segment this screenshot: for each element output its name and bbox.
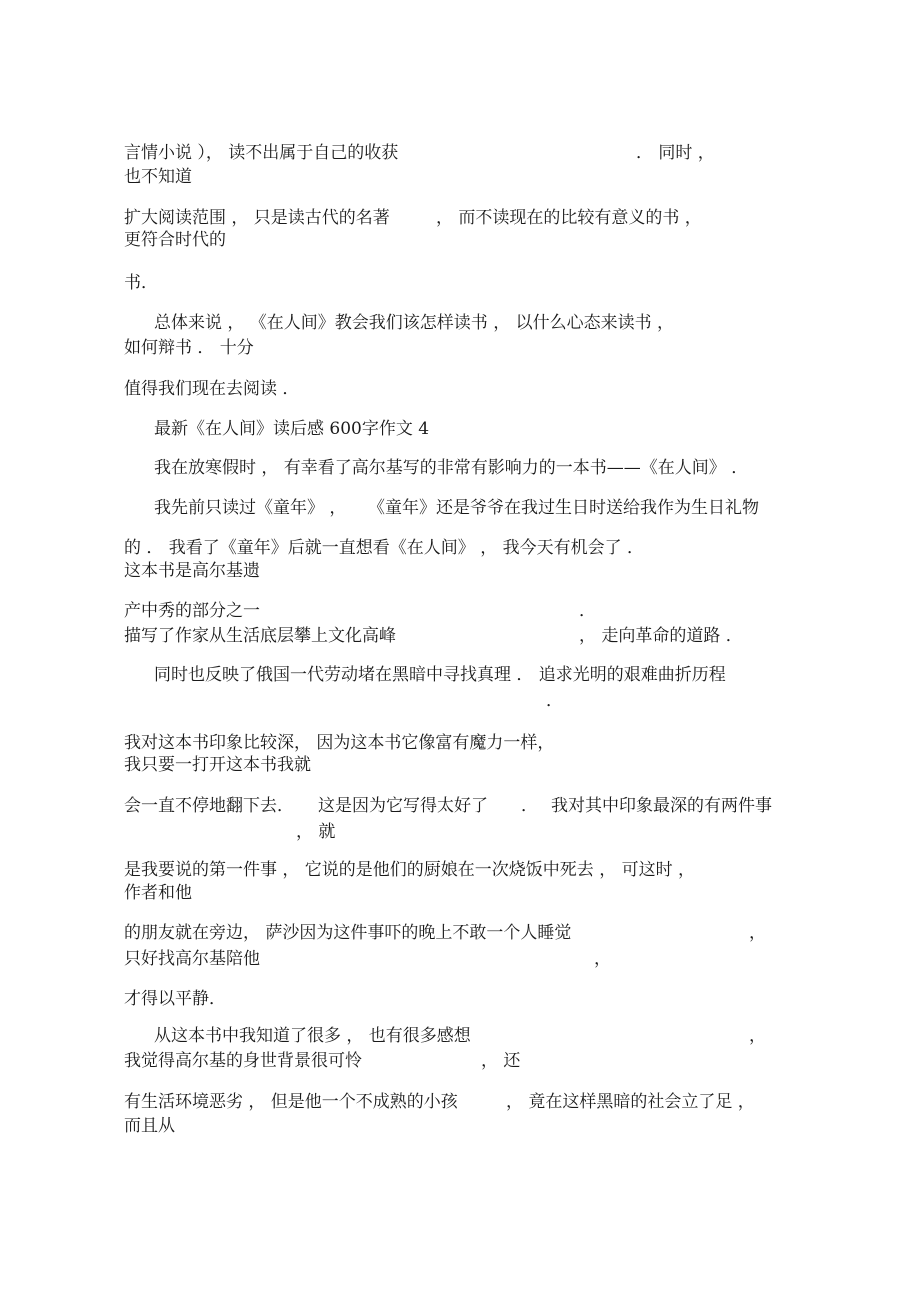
- text-line: 书．: [124, 273, 158, 293]
- text-line: ，: [749, 923, 766, 943]
- text-line: 也不知道: [124, 167, 192, 187]
- text-line: 我对其中印象最深的有两件事: [551, 796, 772, 816]
- text-line: 的 ． 我看了《童年》后就一直想看《在人间》 ， 我今天有机会了 ．: [124, 538, 645, 558]
- text-line: 言情小说 ）， 读不出属于自己的收获: [124, 143, 399, 163]
- text-line: 同时也反映了俄国一代劳动堵在黑暗中寻找真理 ． 追求光明的艰难曲折历程: [154, 665, 726, 685]
- text-line: 我先前只读过《童年》 ，: [154, 498, 347, 518]
- text-line: ． 同时 ，: [636, 143, 715, 163]
- text-line: ．: [579, 601, 596, 621]
- text-line: 的朋友就在旁边， 萨沙因为这件事吓的晚上不敢一个人睡觉: [124, 923, 572, 943]
- text-line: 更符合时代的: [124, 230, 226, 250]
- text-line: 我只要一打开这本书我就: [124, 755, 311, 775]
- text-line: 描写了作家从生活底层攀上文化高峰: [124, 626, 396, 646]
- text-line: 而且从: [124, 1116, 175, 1136]
- section-heading: 最新《在人间》读后感 600字作文 4: [154, 419, 430, 439]
- text-line: 值得我们现在去阅读 ．: [124, 379, 300, 399]
- text-line: 我在放寒假时 ， 有幸看了高尔基写的非常有影响力的一本书——《在人间》 ．: [154, 458, 749, 478]
- text-line: ， 走向革命的道路 ．: [579, 626, 743, 646]
- text-line: 才得以平静．: [124, 989, 226, 1009]
- text-line: ，: [749, 1026, 766, 1046]
- text-line: 从这本书中我知道了很多 ， 也有很多感想: [154, 1026, 471, 1046]
- text-line: 扩大阅读范围 ， 只是读古代的名著: [124, 208, 390, 228]
- text-line: ．: [521, 796, 538, 816]
- text-line: ， 竟在这样黑暗的社会立了足 ，: [506, 1092, 755, 1112]
- text-line: 有生活环境恶劣 ， 但是他一个不成熟的小孩: [124, 1092, 458, 1112]
- text-line: 总体来说 ， 《在人间》教会我们该怎样读书 ， 以什么心态来读书 ，: [154, 313, 675, 333]
- text-line: 我对这本书印象比较深， 因为这本书它像富有魔力一样，: [124, 733, 555, 753]
- text-line: 我觉得高尔基的身世背景很可怜: [124, 1051, 362, 1071]
- text-line: 这是因为它写得太好了: [318, 796, 488, 816]
- text-line: ， 还: [481, 1051, 521, 1071]
- text-line: 如何辩书 ． 十分: [124, 338, 254, 358]
- text-line: ．: [546, 691, 563, 711]
- text-line: 产中秀的部分之一: [124, 601, 260, 621]
- text-line: 是我要说的第一件事 ， 它说的是他们的厨娘在一次烧饭中死去 ， 可这时 ，: [124, 860, 696, 880]
- text-line: 《童年》还是爷爷在我过生日时送给我作为生日礼物: [368, 498, 759, 518]
- text-line: 只好找高尔基陪他: [124, 949, 260, 969]
- text-line: ， 而不读现在的比较有意义的书 ，: [436, 208, 702, 228]
- text-line: 作者和他: [124, 883, 192, 903]
- text-line: ， 就: [296, 822, 336, 842]
- text-line: 会一直不停地翻下去．: [124, 796, 294, 816]
- text-line: ，: [594, 949, 611, 969]
- text-line: 这本书是高尔基遗: [124, 561, 260, 581]
